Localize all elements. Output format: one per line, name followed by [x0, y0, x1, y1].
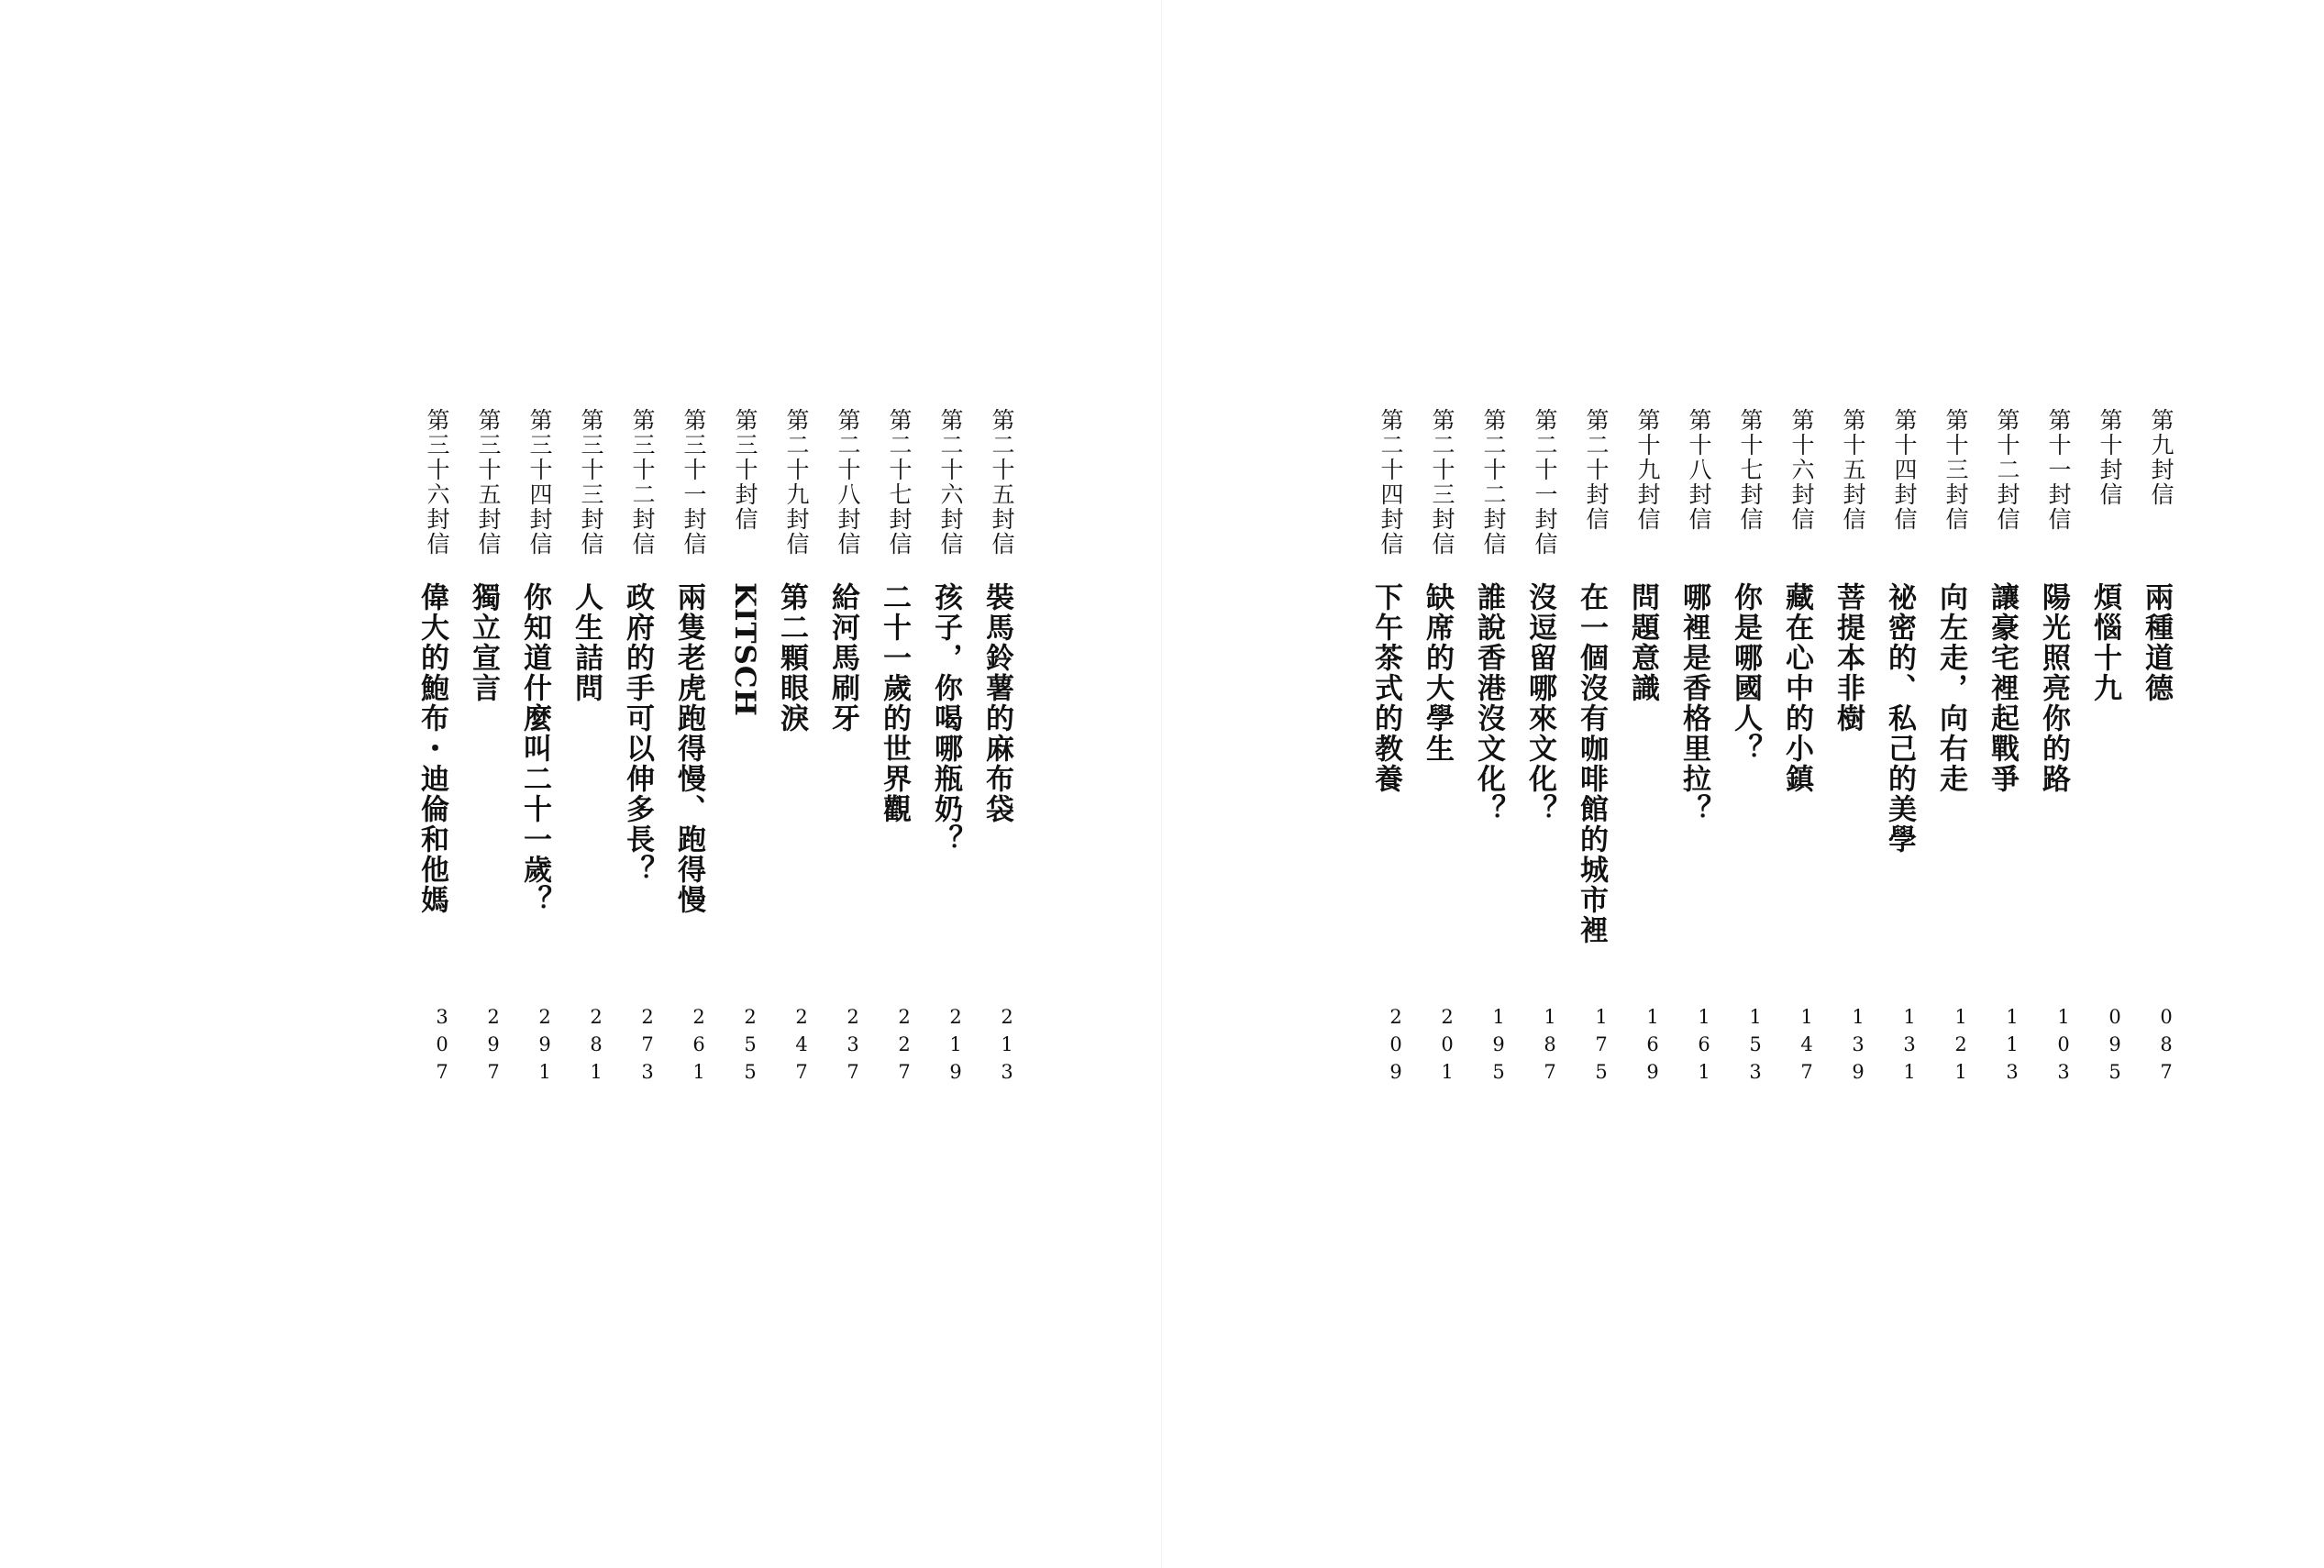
chapter-label: 第九封信: [2148, 408, 2175, 507]
chapter-label: 第二十二封信: [1480, 408, 1507, 557]
chapter-title: 祕密的、私己的美學: [1883, 582, 1916, 855]
chapter-title: 缺席的大學生: [1421, 582, 1454, 764]
chapter-label: 第二十九封信: [783, 408, 810, 557]
toc-entry[interactable]: [468, 408, 504, 1087]
toc-entry[interactable]: [622, 408, 658, 1087]
page-number: 139: [1847, 1006, 1869, 1088]
chapter-label: 第十一封信: [2045, 408, 2072, 532]
chapter-label: 第二十三封信: [1429, 408, 1455, 557]
toc-entry[interactable]: [1370, 408, 1407, 1087]
chapter-title: 在一個沒有咖啡館的城市裡: [1575, 582, 1608, 945]
toc-entry[interactable]: [570, 408, 607, 1087]
chapter-label: 第十九封信: [1634, 408, 1661, 532]
page-number: 187: [1539, 1006, 1561, 1088]
page-number: 103: [2053, 1006, 2075, 1088]
page-number: 169: [1642, 1006, 1664, 1088]
chapter-label: 第十封信: [2097, 408, 2123, 507]
chapter-title: 藏在心中的小鎮: [1780, 582, 1813, 794]
toc-entry[interactable]: [725, 408, 761, 1087]
chapter-label: 第三十四封信: [526, 408, 553, 557]
toc-entry[interactable]: [1576, 408, 1612, 1087]
page-number: 273: [636, 1006, 658, 1088]
toc-entry[interactable]: [1678, 408, 1715, 1087]
chapter-label: 第十三封信: [1942, 408, 1969, 532]
page-number: 131: [1898, 1006, 1920, 1088]
page-number: 153: [1744, 1006, 1766, 1088]
page-number: 147: [1796, 1006, 1818, 1088]
chapter-label: 第十四封信: [1891, 408, 1918, 532]
chapter-label: 第十八封信: [1686, 408, 1712, 532]
toc-entry[interactable]: [1627, 408, 1664, 1087]
chapter-title: 政府的手可以伸多長？: [621, 582, 654, 885]
page-number: 087: [2155, 1006, 2177, 1088]
chapter-title: 兩隻老虎跑得慢、跑得慢: [672, 582, 705, 915]
chapter-label: 第二十八封信: [835, 408, 861, 557]
chapter-title: 讓豪宅裡起戰爭: [1986, 582, 2019, 794]
toc-entry[interactable]: [1986, 408, 2023, 1087]
page-number: 219: [945, 1006, 967, 1088]
page-number: 297: [482, 1006, 504, 1088]
chapter-title: 向左走，向右走: [1934, 582, 1967, 794]
toc-entry[interactable]: [416, 408, 453, 1087]
chapter-title: 煩惱十九: [2088, 582, 2121, 703]
chapter-title: 問題意識: [1626, 582, 1659, 703]
chapter-title: KITSCH: [728, 582, 761, 717]
chapter-label: 第二十六封信: [937, 408, 964, 557]
chapter-label: 第十七封信: [1737, 408, 1764, 532]
chapter-title: 陽光照亮你的路: [2037, 582, 2070, 794]
chapter-label: 第三十六封信: [424, 408, 450, 557]
toc-entry[interactable]: [1524, 408, 1561, 1087]
chapter-title: 沒逗留哪來文化？: [1523, 582, 1556, 824]
toc-entry[interactable]: [1832, 408, 1869, 1087]
page-number: 195: [1488, 1006, 1510, 1088]
toc-entry[interactable]: [930, 408, 967, 1087]
toc-entry[interactable]: [519, 408, 556, 1087]
page-number: 175: [1590, 1006, 1612, 1088]
chapter-label: 第二十七封信: [886, 408, 913, 557]
chapter-title: 獨立宣言: [467, 582, 500, 703]
toc-entry[interactable]: [1781, 408, 1818, 1087]
chapter-label: 第三十封信: [732, 408, 758, 532]
chapter-title: 下午茶式的教養: [1369, 582, 1402, 794]
chapter-label: 第三十一封信: [681, 408, 707, 557]
chapter-title: 孩子，你喝哪瓶奶？: [929, 582, 962, 855]
toc-entry[interactable]: [1730, 408, 1766, 1087]
chapter-label: 第十五封信: [1840, 408, 1866, 532]
toc-list-right: [1354, 408, 2186, 1087]
chapter-label: 第三十二封信: [629, 408, 656, 557]
toc-list-left: [389, 408, 1024, 1087]
chapter-title: 誰說香港沒文化？: [1472, 582, 1505, 824]
page-number: 227: [893, 1006, 915, 1088]
chapter-title: 偉大的鮑布・迪倫和他媽: [415, 582, 448, 915]
chapter-label: 第十六封信: [1788, 408, 1815, 532]
chapter-label: 第二十封信: [1583, 408, 1610, 532]
chapter-title: 你知道什麼叫二十一歲？: [518, 582, 551, 915]
page-number: 247: [791, 1006, 813, 1088]
toc-entry[interactable]: [1422, 408, 1458, 1087]
toc-entry[interactable]: [1884, 408, 1920, 1087]
page-number: 095: [2104, 1006, 2126, 1088]
toc-entry[interactable]: [827, 408, 864, 1087]
right-page: [1162, 0, 2324, 1568]
chapter-title: 菩提本非樹: [1832, 582, 1865, 734]
toc-entry[interactable]: [673, 408, 710, 1087]
toc-entry[interactable]: [2089, 408, 2126, 1087]
chapter-label: 第二十一封信: [1532, 408, 1558, 557]
page-number: 121: [1950, 1006, 1972, 1088]
chapter-title: 裝馬鈴薯的麻布袋: [980, 582, 1013, 824]
toc-entry[interactable]: [2141, 408, 2177, 1087]
chapter-title: 你是哪國人？: [1729, 582, 1762, 764]
page-number: 213: [996, 1006, 1018, 1088]
page-number: 113: [2001, 1006, 2023, 1088]
page-number: 307: [431, 1006, 453, 1088]
chapter-title: 哪裡是香格里拉？: [1677, 582, 1710, 824]
chapter-title: 二十一歲的世界觀: [878, 582, 911, 824]
chapter-title: 兩種道德: [2140, 582, 2173, 703]
chapter-title: 給河馬刷牙: [826, 582, 859, 734]
toc-entry[interactable]: [1473, 408, 1510, 1087]
chapter-label: 第二十五封信: [989, 408, 1015, 557]
page-number: 291: [534, 1006, 556, 1088]
page-number: 161: [1693, 1006, 1715, 1088]
page-number: 201: [1436, 1006, 1458, 1088]
toc-entry[interactable]: [981, 408, 1018, 1087]
toc-entry[interactable]: [776, 408, 813, 1087]
chapter-title: 第二顆眼淚: [775, 582, 808, 734]
page-number: 261: [688, 1006, 710, 1088]
chapter-label: 第三十三封信: [578, 408, 604, 557]
toc-entry[interactable]: [1935, 408, 1972, 1087]
chapter-label: 第三十五封信: [475, 408, 502, 557]
page-number: 281: [585, 1006, 607, 1088]
toc-entry[interactable]: [879, 408, 915, 1087]
chapter-title: 人生詰問: [570, 582, 603, 703]
chapter-label: 第二十四封信: [1378, 408, 1404, 557]
page-number: 237: [842, 1006, 864, 1088]
toc-entry[interactable]: [2038, 408, 2075, 1087]
chapter-label: 第十二封信: [1994, 408, 2020, 532]
page-number: 209: [1385, 1006, 1407, 1088]
page-number: 255: [739, 1006, 761, 1088]
